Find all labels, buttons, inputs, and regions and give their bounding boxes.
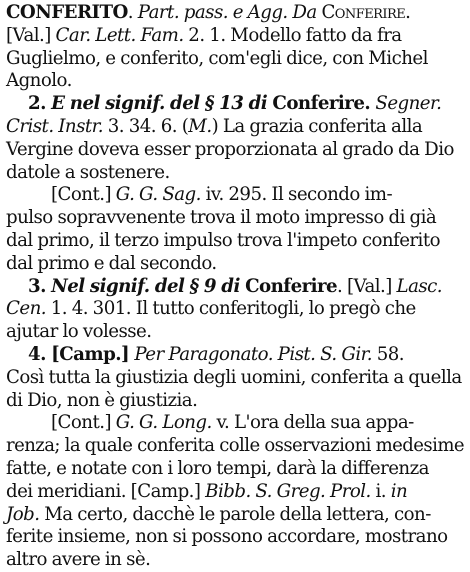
sense-heading: Nel signif. del § 9 di [51,275,246,297]
citation-source: G. G. Long. [115,412,212,434]
text-line: Crist. Instr. 3. 34. 6. (M.) La grazia conferita alla [6,115,423,137]
text-line: ferite insieme, non si possono accordare, mostrano [6,526,448,548]
sense-3 [6,276,464,344]
sense-number: 4. [Camp.] [28,343,135,365]
text-line: dal primo, il terzo impulso trova l'impeto conferito [6,229,440,251]
text-line: dei meridiani. [Camp.] Bibb. S. Greg. Prol. i. in [6,480,408,502]
text-line: pulso sopravvenente trova il moto impresso di già [6,207,437,229]
text-line: di Dio, non è giustizia. [6,389,198,411]
text-line: [Cont.] G. G. Long. v. L'ora della sua appa- [51,412,414,434]
text-line: 3. Nel signif. del § 9 di Conferire. [Val.] Lasc. [28,275,443,297]
text-line: dal primo e dal secondo. [6,252,217,274]
text-line: fatte, e notate con i loro tempi, darà la differenza [6,457,429,479]
text-line: Cen. 1. 4. 301. Il tutto conferitogli, lo pregò che [6,298,416,320]
citation-source: Job. [6,503,40,525]
citation-source: Car. Lett. Fam. [55,24,184,46]
sense-4 [6,344,464,572]
text-line: datole a sostenere. [6,161,170,183]
cross-reference: Conferire [321,2,406,23]
sense-2 [6,93,464,275]
text-line: [Val.] Car. Lett. Fam. 2. 1. Modello fatto da fra [6,24,402,46]
sense-number: 3. [28,275,52,297]
citation-source: Cen. [6,298,46,320]
sense-heading: Per Paragonato. Pist. S. Gir. [134,343,372,365]
cross-reference: Conferire [245,275,338,297]
text-line: Guglielmo, e conferito, com'egli dice, con Michel [6,47,428,69]
sense-heading: E nel signif. del § 13 di [51,93,273,115]
citation-source: Segner. [375,93,442,115]
text-line: Così tutta la giustizia degli uomini, conferita a quella [6,366,462,388]
citation-source: Crist. Instr. [6,115,103,137]
entry-conferito [6,2,464,93]
text-line: 4. [Camp.] Per Paragonato. Pist. S. Gir. 58. [28,343,405,365]
text-line: CONFERITO. Part. pass. e Agg. Da Conferire. [6,2,411,23]
headword: CONFERITO [6,2,128,23]
sense-number: 2. [28,93,52,115]
citation-source: G. G. Sag. [115,184,201,206]
text-line: Vergine doveva esser proporzionata al grado da Dio [6,138,454,160]
text-line: renza; la quale conferita colle osservazioni medesime [6,435,465,457]
citation-source: Lasc. [396,275,443,297]
text-line: Job. Ma certo, dacchè le parole della lettera, con- [6,503,431,525]
text-line: ajutar lo volesse. [6,321,152,343]
grammar-note: Part. pass. e Agg. Da [137,2,322,23]
citation-source: Bibb. S. Greg. Prol. [205,480,371,502]
text-line: altro avere in sè. [6,549,151,571]
cross-reference: Conferire [272,93,365,115]
text-line: 2. E nel signif. del § 13 di Conferire. Segner. [28,93,442,115]
text-line: [Cont.] G. G. Sag. iv. 295. Il secondo im- [51,184,393,206]
text-line: Agnolo. [6,70,72,92]
